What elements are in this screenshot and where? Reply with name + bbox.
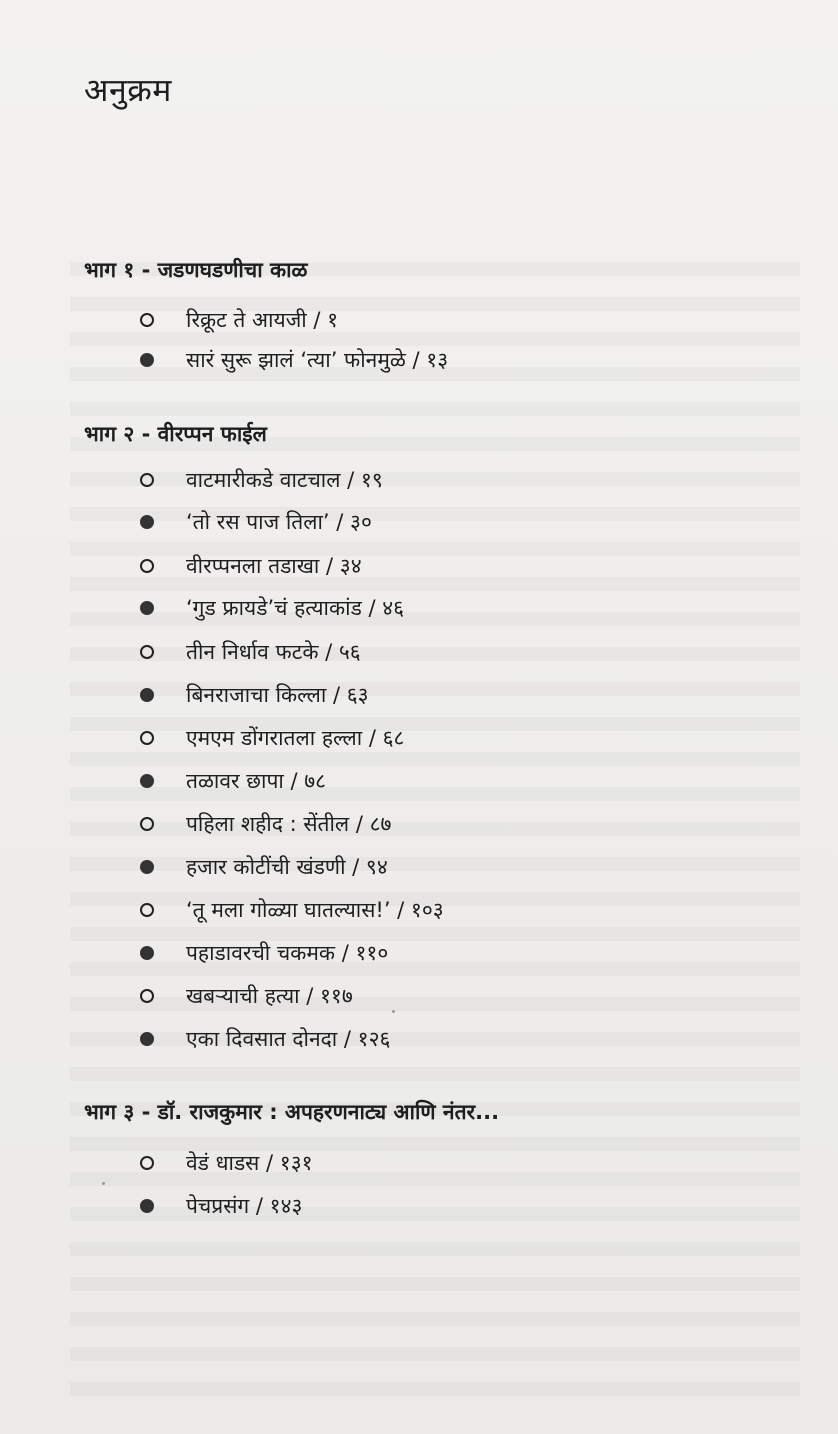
toc-entry-text: हजार कोटींची खंडणी / ९४: [186, 855, 388, 879]
toc-entry: [140, 504, 372, 540]
toc-entry-text: वाटमारीकडे वाटचाल / १९: [186, 468, 383, 492]
toc-entry: [140, 302, 338, 338]
toc-entry: [140, 342, 448, 378]
filled-circle-bullet-icon: [140, 515, 154, 529]
filled-circle-bullet-icon: [140, 688, 154, 702]
part-3-heading: भाग ३ - डॉ. राजकुमार : अपहरणनाट्य आणि नंतर...: [84, 1100, 500, 1124]
toc-entry-text: पहाडावरची चकमक / ११०: [186, 941, 389, 965]
toc-entry-text: बिनराजाचा किल्ला / ६३: [186, 683, 369, 707]
toc-entry-text: ‘तो रस पाज तिला’ / ३०: [186, 510, 372, 534]
part-2-heading: भाग २ - वीरप्पन फाईल: [84, 422, 267, 446]
part-1-heading: भाग १ - जडणघडणीचा काळ: [84, 258, 308, 282]
toc-entry-text: तळावर छापा / ७८: [186, 769, 327, 793]
filled-circle-bullet-icon: [140, 860, 154, 874]
toc-entry: [140, 1145, 313, 1181]
page-title: अनुक्रम: [84, 71, 172, 109]
toc-entry: [140, 1188, 302, 1224]
filled-circle-bullet-icon: [140, 1032, 154, 1046]
toc-entry: [140, 849, 388, 885]
hollow-circle-bullet-icon: [140, 473, 154, 487]
toc-entry: [140, 548, 362, 584]
filled-circle-bullet-icon: [140, 353, 154, 367]
toc-entry-text: सारं सुरू झालं ‘त्या’ फोनमुळे / १३: [186, 348, 449, 372]
toc-entry: [140, 720, 404, 756]
toc-entry: [140, 1021, 390, 1057]
toc-entry: [140, 462, 383, 498]
toc-entry-text: ‘तू मला गोळ्या घातल्यास!’ / १०३: [186, 898, 444, 922]
hollow-circle-bullet-icon: [140, 731, 154, 745]
toc-entry: [140, 763, 326, 799]
toc-entry-text: पहिला शहीद : सेंतील / ८७: [186, 812, 392, 836]
hollow-circle-bullet-icon: [140, 1156, 154, 1170]
hollow-circle-bullet-icon: [140, 817, 154, 831]
filled-circle-bullet-icon: [140, 774, 154, 788]
filled-circle-bullet-icon: [140, 1199, 154, 1213]
toc-entry: [140, 634, 361, 670]
hollow-circle-bullet-icon: [140, 559, 154, 573]
hollow-circle-bullet-icon: [140, 645, 154, 659]
toc-entry: [140, 590, 404, 626]
toc-entry-text: ‘गुड फ्रायडे’चं हत्याकांड / ४६: [186, 596, 405, 620]
paper-speck: [102, 1182, 105, 1185]
hollow-circle-bullet-icon: [140, 313, 154, 327]
toc-entry: [140, 677, 369, 713]
toc-entry-text: एमएम डोंगरातला हल्ला / ६८: [186, 726, 405, 750]
filled-circle-bullet-icon: [140, 601, 154, 615]
toc-entry-text: रिक्रूट ते आयजी / १: [186, 308, 339, 332]
toc-entry-text: वेडं धाडस / १३१: [186, 1151, 313, 1175]
toc-entry-text: वीरप्पनला तडाखा / ३४: [186, 554, 362, 578]
paper-speck: [392, 1010, 395, 1013]
toc-entry: [140, 892, 444, 928]
hollow-circle-bullet-icon: [140, 903, 154, 917]
toc-entry: [140, 978, 353, 1014]
toc-entry-text: तीन निर्धाव फटके / ५६: [186, 640, 361, 664]
toc-entry: [140, 935, 388, 971]
toc-entry-text: एका दिवसात दोनदा / १२६: [186, 1027, 391, 1051]
hollow-circle-bullet-icon: [140, 989, 154, 1003]
filled-circle-bullet-icon: [140, 946, 154, 960]
toc-entry: [140, 806, 391, 842]
toc-entry-text: पेचप्रसंग / १४३: [186, 1194, 303, 1218]
toc-entry-text: खबऱ्याची हत्या / ११७: [186, 984, 353, 1008]
